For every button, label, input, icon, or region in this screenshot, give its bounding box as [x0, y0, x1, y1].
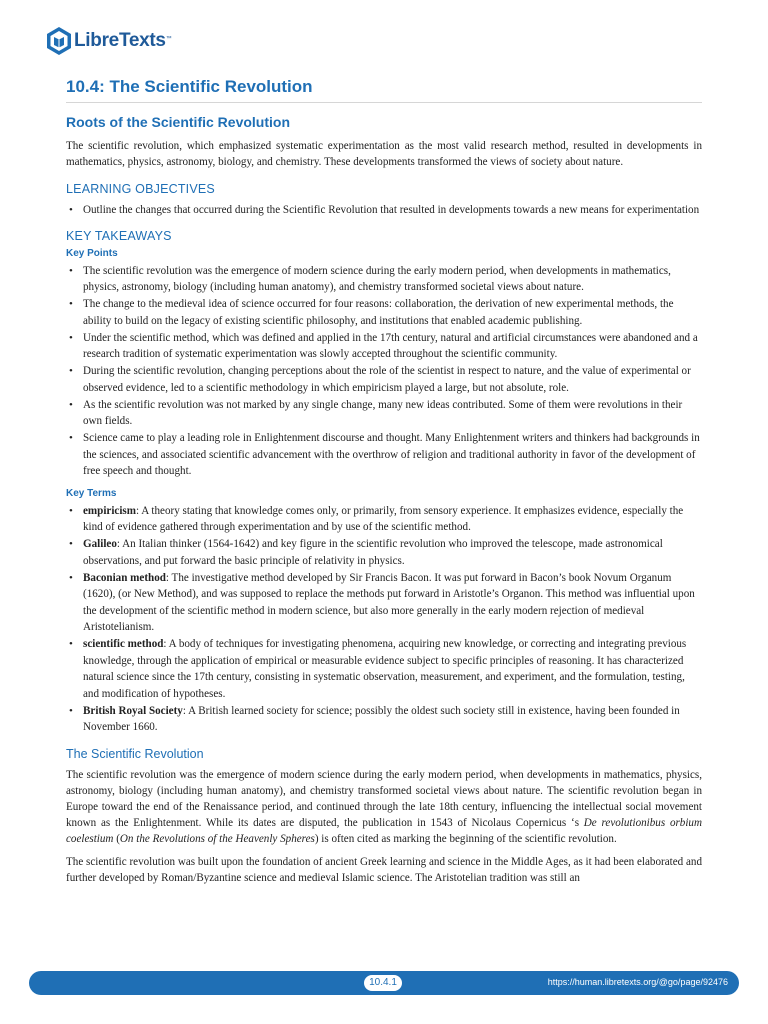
list-item — [66, 703, 702, 736]
list-item — [66, 570, 702, 636]
list-item: • Outline the changes that occurred during the Scientific Revolution that resulted in developments towards a new means for experimentation — [66, 202, 702, 219]
list-item — [66, 536, 702, 569]
term-name: scientific method — [83, 638, 164, 650]
roots-intro: The scientific revolution, which emphasized systematic experimentation as the most valid research method, resulted in developments in mathematics, physics, astronomy, biology, and chemistry. These developments transformed the views of society about nature. — [66, 140, 702, 168]
page-number-badge: 10.4.1 — [364, 975, 402, 991]
list-item — [66, 636, 702, 702]
term-name: empiricism — [83, 504, 136, 517]
paragraph-text: ) is often cited as marking the beginning of the scientific revolution. — [314, 832, 617, 845]
key-terms-list — [66, 503, 702, 736]
list-item: • As the scientific revolution was not marked by any single change, many new ideas contributed. Some of them were revolutions in their own fields. — [66, 397, 702, 430]
term-name: Baconian method — [83, 571, 166, 584]
key-points-list — [66, 263, 702, 480]
roots-heading: Roots of the Scientific Revolution — [66, 114, 291, 130]
term-definition: : A body of techniques for investigating phenomena, acquiring new knowledge, or correcting and integrating previous knowledge, through the application of empirical or measurable evidence subject to specific principles of reasoning. It has characterized natural science since the 17th century, consisting in systematic observation, measurement, and experiment, and the formulation, testing, and modification of hypotheses. — [83, 638, 687, 700]
key-terms-heading: Key Terms — [66, 487, 117, 499]
scientific-revolution-paragraph-1 — [66, 767, 702, 847]
key-points-heading: Key Points — [66, 247, 118, 259]
term-definition: : A British learned society for science; possibly the oldest such society still in existence, having been founded in November 1660. — [83, 704, 680, 733]
list-item: • The change to the medieval idea of science occurred for four reasons: collaboration, the derivation of new experimental methods, the ability to build on the legacy of existing scientific philosophy, and institutions that enabled academic publishing. — [66, 296, 702, 329]
list-item: • Under the scientific method, which was defined and applied in the 17th century, natural and artificial circumstances were abandoned and a research tradition of systematic experimentation was slowly accepted throughout the scientific community. — [66, 330, 702, 363]
logo-text: LibreTexts — [74, 30, 166, 51]
paragraph-text: The scientific revolution was the emergence of modern science during the early modern period, when developments in mathematics, physics, astronomy, biology (including human anatomy), and chemistry transformed societal views about nature. The scientific revolution began in Europe toward the end of the Renaissance period, and continued through the late 18th century, influencing the intellectual social movement known as the Enlightenment. While its dates are disputed, the publication in 1543 of Nicolaus Copernicus ‘s — [66, 768, 702, 829]
scientific-revolution-paragraph-2: The scientific revolution was built upon the foundation of ancient Greek learning and science in the Middle Ages, as it had been elaborated and further developed by Roman/Byzantine science and medieval Islamic science. The Aristotelian tradition was still an — [66, 855, 702, 884]
book-title-translation: On the Revolutions of the Heavenly Spheres — [119, 832, 315, 845]
page-url-link[interactable]: https://human.libretexts.org/@go/page/92476 — [547, 977, 728, 987]
libretexts-logo[interactable] — [46, 26, 172, 56]
scientific-revolution-heading: The Scientific Revolution — [66, 746, 204, 761]
list-item: • The scientific revolution was the emergence of modern science during the early modern period, when developments in mathematics, physics, astronomy, biology (including human anatomy), and chemistry transformed societal views about nature. — [66, 263, 702, 296]
learning-objectives-list — [66, 202, 702, 219]
learning-objectives-heading: LEARNING OBJECTIVES — [66, 182, 215, 196]
term-definition: : An Italian thinker (1564-1642) and key figure in the scientific revolution who improved the telescope, made astronomical observations, and put forward the basic principle of relativity in physics. — [83, 538, 663, 567]
page-title: 10.4: The Scientific Revolution — [66, 77, 702, 103]
key-takeaways-heading: KEY TAKEAWAYS — [66, 228, 172, 243]
page-footer — [29, 971, 739, 995]
list-item: • Science came to play a leading role in Enlightenment discourse and thought. Many Enlightenment writers and thinkers had backgrounds in the sciences, and associated scientific advancement with the overthrow of religion and traditional authority in favor of the development of free speech and thought. — [66, 430, 702, 480]
term-definition: : A theory stating that knowledge comes only, or primarily, from sensory experience. It emphasizes evidence, especially the kind of evidence gathered through experimentation and by use of the scientific method. — [83, 504, 684, 533]
list-item — [66, 503, 702, 536]
term-name: British Royal Society — [83, 704, 183, 717]
main-content — [66, 77, 702, 886]
libretexts-logo-icon — [46, 26, 72, 56]
paragraph-text: ( — [113, 832, 120, 845]
list-item: • During the scientific revolution, changing perceptions about the role of the scientist in respect to nature, and the value of experimental or observed evidence, led to a scientific methodology in which empiricism played a large, but not absolute, role. — [66, 363, 702, 396]
book-title: De revolutionibus orbium coelestium — [66, 816, 702, 845]
term-name: Galileo — [83, 538, 117, 550]
logo-trademark: ™ — [165, 36, 172, 42]
term-definition: : The investigative method developed by Sir Francis Bacon. It was put forward in Bacon’s book Novum Organum (1620), (or New Method), and was supposed to replace the methods put forward in Aristotle’s Organon. This method was influential upon the development of the scientific method in modern science, but also more generally in the early modern rejection of medieval Aristotelianism. — [83, 571, 695, 633]
